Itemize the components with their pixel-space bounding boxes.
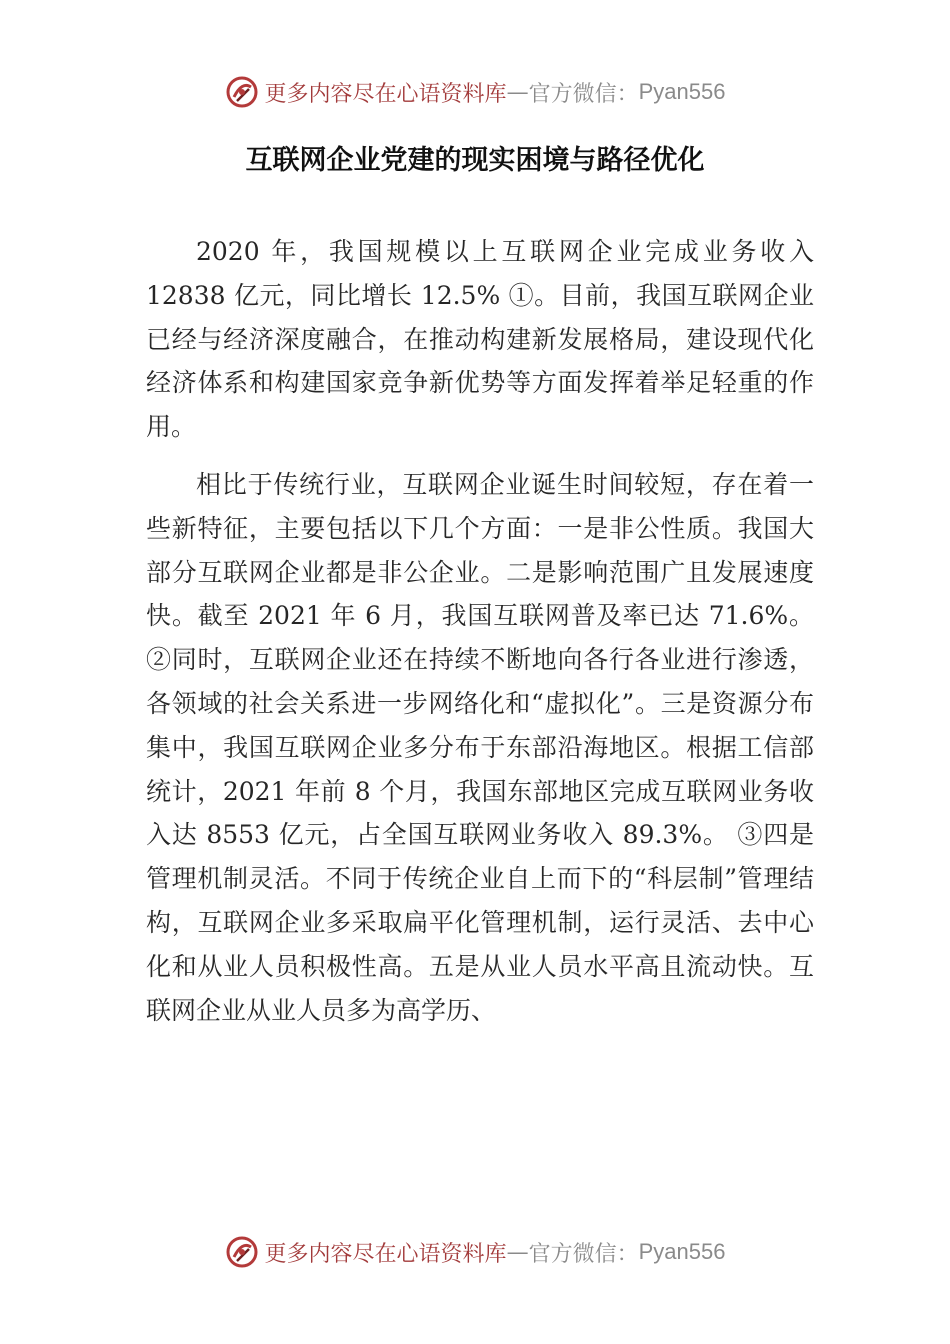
header-banner bbox=[0, 72, 950, 112]
footer-banner bbox=[0, 1232, 950, 1272]
banner-wechat-id: Pyan556 bbox=[638, 79, 726, 104]
banner-text: 更多内容尽在心语资料库 bbox=[264, 81, 507, 107]
logo-icon bbox=[225, 1235, 259, 1269]
banner-text: 更多内容尽在心语资料库 bbox=[264, 1241, 507, 1267]
document-body bbox=[146, 230, 814, 1046]
paragraph: 相比于传统行业，互联网企业诞生时间较短，存在着一些新特征，主要包括以下几个方面：一是非公性质。我国大部分互联网企业都是非公企业。二是影响范围广且发展速度快。截至 2021 年 6 月，我国互联网普及率已达 71.6%。 ②同时，互联网企业还在持续不断地向各行各业进行渗透，各领域的社会关系进一步网络化和“虚拟化”。三是资源分布集中，我国互联网企业多分布于东部沿海地区。根据工信部统计，2021 年前 8 个月，我国东部地区完成互联网业务收入达 8553 亿元，占全国互联网业务收入 89.3%。 ③四是管理机制灵活。不同于传统企业自上而下的“科层制”管理结构，互联网企业多采取扁平化管理机制，运行灵活、去中心化和从业人员积极性高。五是从业人员水平高且流动快。互联网企业从业人员多为高学历、 bbox=[146, 469, 814, 1025]
logo-icon bbox=[225, 75, 259, 109]
banner-wechat-label: 官方微信： bbox=[528, 1241, 639, 1267]
banner-separator: — bbox=[506, 1239, 529, 1265]
banner-wechat-label: 官方微信： bbox=[528, 81, 639, 107]
banner-wechat-id: Pyan556 bbox=[638, 1239, 726, 1264]
paragraph: 2020 年，我国规模以上互联网企业完成业务收入 12838 亿元，同比增长 12.5% ①。目前，我国互联网企业已经与经济深度融合，在推动构建新发展格局，建设现代化经济体系和构建国家竞争新优势等方面发挥着举足轻重的作用。 bbox=[146, 237, 814, 442]
banner-separator: — bbox=[506, 79, 529, 105]
document-title: 互联网企业党建的现实困境与路径优化 bbox=[245, 145, 705, 176]
